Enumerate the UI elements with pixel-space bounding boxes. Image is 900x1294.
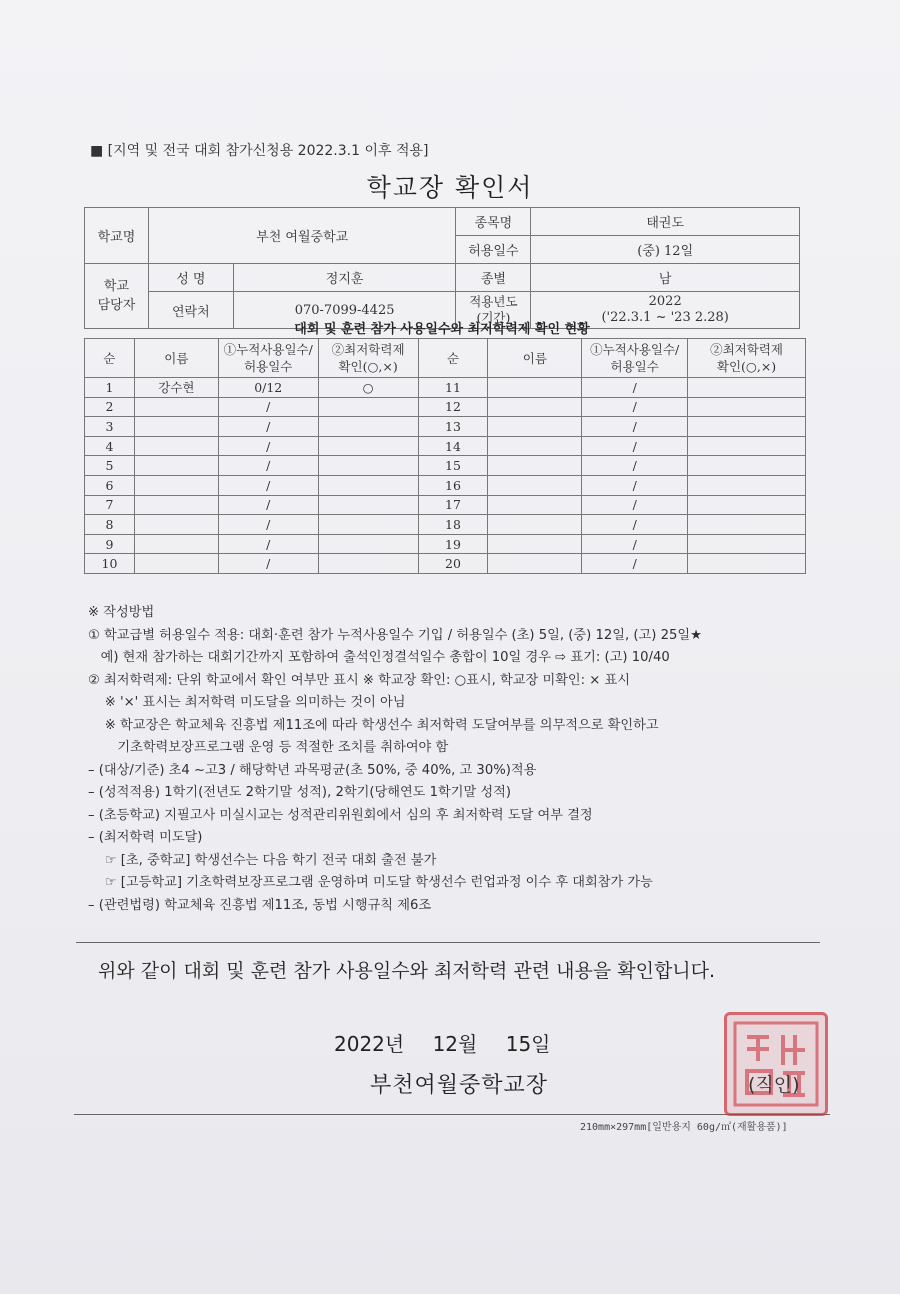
manager-label: 학교 담당자 bbox=[85, 264, 149, 329]
issue-date bbox=[334, 1028, 551, 1057]
contact-value: 070-7099-4425 bbox=[233, 292, 456, 329]
row-no: 2 bbox=[85, 397, 135, 417]
row-name bbox=[134, 534, 218, 554]
instruction-line: ☞ [초, 중학교] 학생선수는 다음 학기 전국 대회 출전 불가 bbox=[88, 852, 437, 868]
period-value: ('22.3.1 ~ '23 2.28) bbox=[601, 310, 729, 325]
row-check bbox=[318, 495, 418, 515]
row-no: 6 bbox=[85, 475, 135, 495]
school-info-table bbox=[84, 207, 800, 329]
instruction-line: ② 최저학력제: 단위 학교에서 확인 여부만 표시 ※ 학교장 확인: ○표시, 학교장 미확인: × 표시 bbox=[88, 672, 631, 688]
official-seal-stamp bbox=[724, 1012, 828, 1116]
row-check bbox=[318, 397, 418, 417]
row-no-2: 19 bbox=[418, 534, 488, 554]
row-name bbox=[134, 554, 218, 574]
participation-status-table bbox=[84, 338, 806, 574]
seal-pattern-icon bbox=[727, 1015, 825, 1113]
header-academic: ②최저학력제 확인(○,×) bbox=[318, 339, 418, 378]
row-no-2: 14 bbox=[418, 436, 488, 456]
header-days-2: ①누적사용일수/ 허용일수 bbox=[582, 339, 688, 378]
applicability-notice: ■ [지역 및 전국 대회 참가신청용 2022.3.1 이후 적용] bbox=[90, 143, 429, 159]
row-days: / bbox=[218, 436, 318, 456]
row-check bbox=[318, 417, 418, 437]
row-check bbox=[318, 515, 418, 535]
row-name-2 bbox=[488, 495, 582, 515]
row-days: / bbox=[218, 397, 318, 417]
signature-mark: (직인) bbox=[748, 1074, 800, 1096]
header-name-2: 이름 bbox=[488, 339, 582, 378]
instructions-heading: ※ 작성방법 bbox=[88, 605, 155, 620]
row-no: 5 bbox=[85, 456, 135, 476]
row-name-2 bbox=[488, 475, 582, 495]
instruction-line: – (초등학교) 지필고사 미실시교는 성적관리위원회에서 심의 후 최저학력 도달 여부 결정 bbox=[88, 807, 593, 823]
table-row bbox=[85, 397, 806, 417]
row-days: / bbox=[218, 554, 318, 574]
header-days: ①누적사용일수/ 허용일수 bbox=[218, 339, 318, 378]
document-title: 학교장 확인서 bbox=[366, 173, 534, 202]
school-name-label: 학교명 bbox=[85, 208, 149, 264]
divider-top bbox=[76, 942, 820, 943]
instruction-line: – (대상/기준) 초4 ~고3 / 해당학년 과목평균(초 50%, 중 40%, 고 30%)적용 bbox=[88, 762, 537, 778]
gender-value: 남 bbox=[531, 264, 800, 292]
date-month: 12월 bbox=[432, 1032, 478, 1056]
instruction-lines bbox=[88, 625, 828, 918]
row-name bbox=[134, 417, 218, 437]
header-no-2: 순 bbox=[418, 339, 488, 378]
instruction-line: ① 학교급별 허용일수 적용: 대회·훈련 참가 누적사용일수 기입 / 허용일수 (초) 5일, (중) 12일, (고) 25일★ bbox=[88, 627, 702, 643]
year-value: 2022 bbox=[648, 294, 682, 309]
row-no-2: 11 bbox=[418, 378, 488, 398]
row-no-2: 13 bbox=[418, 417, 488, 437]
row-check-2 bbox=[688, 554, 806, 574]
allowed-days-label: 허용일수 bbox=[456, 236, 531, 264]
row-no: 10 bbox=[85, 554, 135, 574]
confirmation-statement: 위와 같이 대회 및 훈련 참가 사용일수와 최저학력 관련 내용을 확인합니다. bbox=[98, 960, 716, 982]
table-row bbox=[85, 534, 806, 554]
gender-label: 종별 bbox=[456, 264, 531, 292]
row-name-2 bbox=[488, 378, 582, 398]
row-name-2 bbox=[488, 397, 582, 417]
header-academic-2: ②최저학력제 확인(○,×) bbox=[688, 339, 806, 378]
row-days-2: / bbox=[582, 515, 688, 535]
row-name-2 bbox=[488, 417, 582, 437]
manager-name-label: 성 명 bbox=[148, 264, 233, 292]
row-check bbox=[318, 554, 418, 574]
row-no: 7 bbox=[85, 495, 135, 515]
writing-instructions bbox=[88, 602, 828, 917]
row-days: / bbox=[218, 495, 318, 515]
row-days: 0/12 bbox=[218, 378, 318, 398]
row-days-2: / bbox=[582, 475, 688, 495]
status-rows bbox=[85, 378, 806, 574]
row-name bbox=[134, 475, 218, 495]
manager-name-value: 정지훈 bbox=[233, 264, 456, 292]
row-name bbox=[134, 456, 218, 476]
row-check bbox=[318, 456, 418, 476]
row-check bbox=[318, 436, 418, 456]
instruction-line: – (관련법령) 학교체육 진흥법 제11조, 동법 시행규칙 제6조 bbox=[88, 897, 432, 913]
row-name bbox=[134, 397, 218, 417]
row-name-2 bbox=[488, 456, 582, 476]
header-name: 이름 bbox=[134, 339, 218, 378]
instruction-line: ※ '×' 표시는 최저학력 미도달을 의미하는 것이 아님 bbox=[88, 695, 406, 710]
row-check-2 bbox=[688, 515, 806, 535]
row-days: / bbox=[218, 534, 318, 554]
row-no: 4 bbox=[85, 436, 135, 456]
row-name bbox=[134, 515, 218, 535]
school-name-value: 부천 여월중학교 bbox=[148, 208, 456, 264]
date-day: 15일 bbox=[505, 1032, 551, 1056]
row-no-2: 15 bbox=[418, 456, 488, 476]
instruction-line: 예) 현재 참가하는 대회기간까지 포함하여 출석인정결석일수 총합이 10일 경우 ⇨ 표기: (고) 10/40 bbox=[88, 650, 670, 665]
table-row bbox=[85, 417, 806, 437]
year-label: 적용년도 (기간) bbox=[456, 292, 531, 329]
row-no-2: 16 bbox=[418, 475, 488, 495]
instruction-line: ☞ [고등학교] 기초학력보장프로그램 운영하며 미도달 학생선수 런업과정 이수 후 대회참가 가능 bbox=[88, 875, 653, 890]
divider-bottom bbox=[74, 1114, 830, 1115]
instruction-line: 기초학력보장프로그램 운영 등 적절한 조치를 취하여야 함 bbox=[88, 740, 449, 755]
allowed-days-value: (중) 12일 bbox=[531, 236, 800, 264]
header-no: 순 bbox=[85, 339, 135, 378]
instruction-line: – (성적적용) 1학기(전년도 2학기말 성적), 2학기(당해연도 1학기말 성적) bbox=[88, 785, 512, 800]
row-check-2 bbox=[688, 534, 806, 554]
row-check-2 bbox=[688, 436, 806, 456]
row-check-2 bbox=[688, 397, 806, 417]
contact-label: 연락처 bbox=[148, 292, 233, 329]
date-year: 2022년 bbox=[334, 1032, 405, 1056]
row-check bbox=[318, 534, 418, 554]
sport-label: 종목명 bbox=[456, 208, 531, 236]
row-days: / bbox=[218, 475, 318, 495]
row-name-2 bbox=[488, 554, 582, 574]
row-no: 8 bbox=[85, 515, 135, 535]
instruction-line: – (최저학력 미도달) bbox=[88, 830, 203, 845]
row-name-2 bbox=[488, 436, 582, 456]
table-row bbox=[85, 554, 806, 574]
row-no: 1 bbox=[85, 378, 135, 398]
row-name-2 bbox=[488, 534, 582, 554]
row-days: / bbox=[218, 515, 318, 535]
signer-title: 부천여월중학교장 bbox=[370, 1073, 549, 1098]
row-no-2: 17 bbox=[418, 495, 488, 515]
row-check: ○ bbox=[318, 378, 418, 398]
row-check bbox=[318, 475, 418, 495]
table-row bbox=[85, 436, 806, 456]
row-days-2: / bbox=[582, 378, 688, 398]
row-days-2: / bbox=[582, 436, 688, 456]
row-days-2: / bbox=[582, 495, 688, 515]
sport-value: 태권도 bbox=[531, 208, 800, 236]
row-name: 강수현 bbox=[134, 378, 218, 398]
row-check-2 bbox=[688, 417, 806, 437]
table-row bbox=[85, 515, 806, 535]
row-check-2 bbox=[688, 378, 806, 398]
row-no: 9 bbox=[85, 534, 135, 554]
table-row bbox=[85, 378, 806, 398]
row-check-2 bbox=[688, 495, 806, 515]
row-no-2: 12 bbox=[418, 397, 488, 417]
status-title: 대회 및 훈련 참가 사용일수와 최저학력제 확인 현황 bbox=[294, 322, 590, 337]
row-days-2: / bbox=[582, 456, 688, 476]
row-name bbox=[134, 436, 218, 456]
row-days: / bbox=[218, 417, 318, 437]
row-check-2 bbox=[688, 475, 806, 495]
row-no-2: 18 bbox=[418, 515, 488, 535]
row-name-2 bbox=[488, 515, 582, 535]
table-row bbox=[85, 475, 806, 495]
row-no-2: 20 bbox=[418, 554, 488, 574]
row-days-2: / bbox=[582, 417, 688, 437]
row-days-2: / bbox=[582, 534, 688, 554]
row-no: 3 bbox=[85, 417, 135, 437]
row-days-2: / bbox=[582, 397, 688, 417]
instruction-line: ※ 학교장은 학교체육 진흥법 제11조에 따라 학생선수 최저학력 도달여부를 의무적으로 확인하고 bbox=[88, 717, 659, 733]
paper-size-note: 210mm×297mm[일반용지 60g/㎡(재활용품)] bbox=[580, 1122, 788, 1133]
table-row bbox=[85, 495, 806, 515]
row-days-2: / bbox=[582, 554, 688, 574]
row-name bbox=[134, 495, 218, 515]
table-row bbox=[85, 456, 806, 476]
row-days: / bbox=[218, 456, 318, 476]
row-check-2 bbox=[688, 456, 806, 476]
